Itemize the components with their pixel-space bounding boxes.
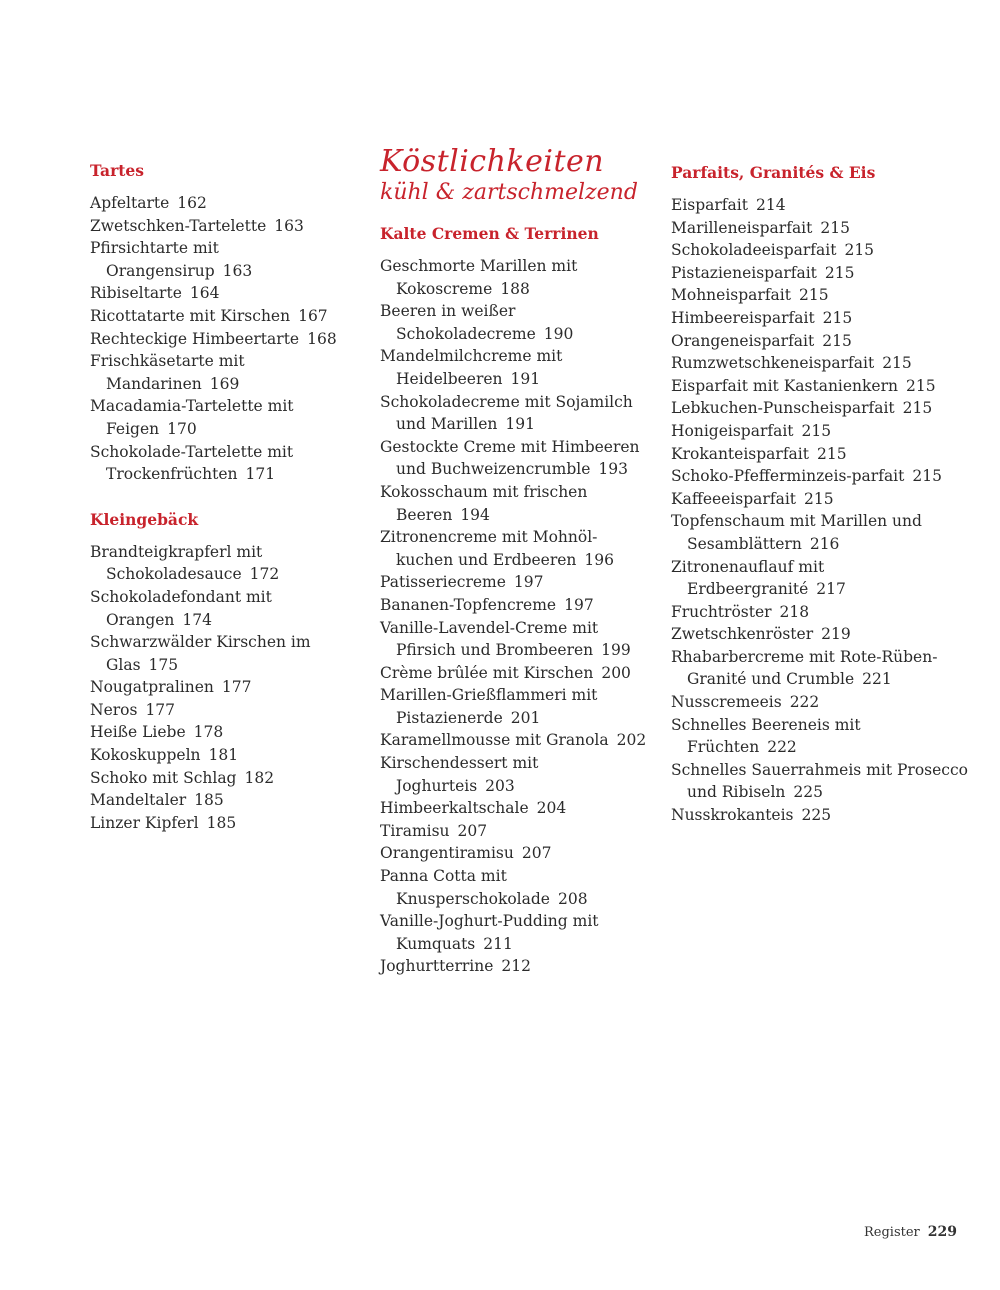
entry-title: Mohneisparfait [671,286,791,305]
index-entry [671,443,971,466]
index-entry [380,345,650,390]
entry-title: Schokoladecreme mit Sojamilch und Marillen [380,392,633,434]
entry-page-number: 188 [500,279,530,298]
entry-page-number: 163 [222,261,253,280]
entry-page-number: 215 [817,444,847,463]
entry-page-number: 194 [460,505,490,524]
index-entry [90,541,360,586]
entry-page-number: 215 [801,421,832,440]
entry-page-number: 196 [584,550,615,569]
entry-title: Schnelles Beereneis mit Früchten [671,715,861,757]
entry-page-number: 177 [145,700,176,719]
index-entry [671,510,971,555]
index-entry [380,594,650,617]
entry-title: Schnelles Sauerrahmeis mit Prosecco und Ribiseln [671,760,968,802]
entry-title: Kokoskuppeln [90,746,201,765]
section-heading: Parfaits, Granités & Eis [671,163,876,182]
entry-page-number: 167 [298,306,328,325]
index-entry [90,744,360,767]
entry-title: Schokoladefondant mit Orangen [90,587,272,629]
entry-page-number: 215 [902,399,933,418]
entry-title: Vanille-Joghurt-Pudding mit Kumquats [380,912,599,953]
entry-title: Patisseriecreme [380,573,506,592]
entry-page-number: 185 [194,791,224,810]
entry-page-number: 222 [789,693,820,712]
section-gap [90,486,360,509]
section-heading: Kalte Cremen & Terrinen [380,224,599,243]
entry-title: Rhabarbercreme mit Rote-Rüben-Granité und Crumble [671,647,938,689]
index-entry [90,395,360,440]
index-entry [380,436,650,481]
index-entry [90,237,360,282]
index-column-2 [380,145,650,978]
index-entry [90,789,360,812]
entry-page-number: 193 [598,460,628,479]
entry-page-number: 207 [457,821,488,840]
entry-title: Mandelmilchcreme mit Heidelbeeren [380,347,563,388]
index-entry [671,262,971,285]
entry-title: Krokanteisparfait [671,444,809,463]
entry-page-number: 164 [189,284,220,303]
entry-title: Orangentiramisu [380,844,514,863]
index-entry [671,330,971,353]
entry-title: Orangeneisparfait [671,331,815,350]
entry-page-number: 168 [307,329,337,348]
entry-title: Ribiseltarte [90,284,182,303]
entry-page-number: 215 [820,218,850,237]
index-entry [90,721,360,744]
index-entry [671,465,971,488]
entry-title: Nusskrokanteis [671,806,794,825]
footer-label: Register [864,1225,920,1240]
entry-page-number: 225 [793,783,823,802]
entry-title: Himbeereisparfait [671,308,815,327]
entry-page-number: 212 [501,957,531,976]
entry-page-number: 191 [510,369,541,388]
entry-title: Joghurtterrine [380,957,494,976]
entry-title: Crème brûlée mit Kirschen [380,663,594,682]
entry-page-number: 182 [244,768,275,787]
entry-title: Brandteigkrapferl mit Schokoladesauce [90,542,263,584]
entry-title: Mandeltaler [90,791,187,810]
entry-title: Neros [90,700,138,719]
entry-title: Schokoladeeisparfait [671,241,837,260]
entry-title: Kokosschaum mit frischen Beeren [380,482,588,524]
index-entry [380,752,650,797]
entry-page-number: 190 [543,324,574,343]
entry-page-number: 181 [208,746,239,765]
entry-page-number: 215 [882,354,912,373]
entry-page-number: 201 [510,708,541,727]
column-2-body [380,223,650,978]
entry-title: Schoko-Pfefferminzeis-parfait [671,467,905,486]
entry-page-number: 215 [844,241,875,260]
entry-title: Fruchtröster [671,602,772,621]
entry-title: Ricottatarte mit Kirschen [90,306,291,325]
entry-page-number: 171 [245,465,276,484]
index-entry [380,955,650,978]
entry-page-number: 207 [521,844,552,863]
index-entry [671,420,971,443]
entry-page-number: 216 [809,534,840,553]
entry-page-number: 174 [182,610,213,629]
entry-title: Topfenschaum mit Marillen und Sesamblättern [671,512,922,553]
entry-page-number: 178 [193,723,224,742]
page-number: 229 [927,1224,957,1240]
entry-title: Lebkuchen-Punscheisparfait [671,399,895,418]
index-entry [671,375,971,398]
index-entry [90,350,360,395]
chapter-title-line-2: kühl & zartschmelzend [380,180,638,205]
index-entry [380,526,650,571]
entry-page-number: 222 [767,738,797,757]
index-entry [671,691,971,714]
index-entry [671,556,971,601]
entry-page-number: 197 [564,595,594,614]
entry-page-number: 199 [601,641,631,660]
entry-title: Pistazieneisparfait [671,263,817,282]
entry-title: Schwarzwälder Kirschen im Glas [90,633,311,674]
index-entry [671,194,971,217]
entry-page-number: 172 [249,565,280,584]
entry-title: Eisparfait mit Kastanienkern [671,376,898,395]
index-column-1 [90,160,360,834]
section-heading: Tartes [90,161,145,180]
index-column-3 [671,162,971,827]
entry-title: Zwetschken-Tartelette [90,216,267,235]
entry-title: Gestockte Creme mit Himbeeren und Buchweizencrumble [380,437,640,479]
index-entry [671,352,971,375]
index-entry [671,239,971,262]
index-entry [380,300,650,345]
entry-title: Bananen-Topfencreme [380,595,557,614]
entry-page-number: 215 [799,286,829,305]
entry-page-number: 215 [912,467,942,486]
entry-title: Rumzwetschkeneisparfait [671,354,875,373]
entry-title: Himbeerkaltschale [380,799,529,818]
index-entry [90,676,360,699]
entry-page-number: 214 [755,196,786,214]
entry-page-number: 175 [148,655,179,674]
index-entry [380,481,650,526]
entry-page-number: 218 [779,602,810,621]
index-entry [380,820,650,843]
index-entry [671,397,971,420]
entry-title: Schokolade-Tartelette mit Trockenfrüchten [90,442,294,484]
entry-title: Kaffeeeisparfait [671,489,796,508]
index-entry [380,842,650,865]
entry-page-number: 219 [821,625,851,644]
index-entry [90,441,360,486]
index-entry [90,282,360,305]
entry-page-number: 185 [206,813,237,832]
entry-title: Tiramisu [380,821,450,840]
index-entry [380,729,650,752]
index-entry [380,910,650,955]
entry-page-number: 203 [485,776,515,795]
entry-page-number: 169 [209,374,240,393]
entry-page-number: 202 [616,731,647,750]
entry-title: Beeren in weißer Schokoladecreme [380,302,536,343]
entry-title: Vanille-Lavendel-Creme mit Pfirsich und Brombeeren [380,618,599,660]
index-entry [90,812,360,835]
entry-page-number: 170 [167,419,197,438]
entry-page-number: 215 [906,376,936,395]
entry-title: Geschmorte Marillen mit Kokoscreme [380,257,578,298]
entry-title: Linzer Kipferl [90,813,199,832]
entry-title: Heiße Liebe [90,723,186,742]
index-entry [671,488,971,511]
index-entry [380,617,650,662]
entry-title: Nusscremeeis [671,693,782,712]
index-entry [90,192,360,215]
index-entry [671,217,971,240]
entry-page-number: 177 [221,678,252,697]
index-entry [90,215,360,238]
entry-title: Pfirsichtarte mit Orangensirup [90,239,219,280]
index-entry [671,307,971,330]
index-entry [90,699,360,722]
entry-page-number: 197 [513,573,544,592]
index-entry [380,797,650,820]
chapter-title-line-1: Köstlichkeiten [380,144,605,179]
entry-page-number: 204 [536,799,567,818]
entry-title: Zwetschkenröster [671,625,814,644]
index-entry [671,623,971,646]
entry-page-number: 200 [601,663,631,682]
index-entry [671,804,971,827]
index-entry [380,255,650,300]
index-entry [380,662,650,685]
section-heading: Kleingebäck [90,509,199,529]
index-entry [90,631,360,676]
entry-title: Zitronencreme mit Mohnöl-kuchen und Erdbeeren [380,528,598,569]
entry-title: Rechteckige Himbeertarte [90,329,300,348]
entry-title: Panna Cotta mit Knusperschokolade [380,867,550,908]
entry-page-number: 215 [822,308,853,327]
index-entry [671,759,971,804]
entry-page-number: 162 [177,194,207,212]
entry-page-number: 208 [557,889,588,908]
index-entry [671,284,971,307]
entry-page-number: 215 [804,489,834,508]
entry-page-number: 217 [816,580,846,599]
entry-title: Marillen-Grießflammeri mit Pistazienerde [380,686,598,727]
entry-page-number: 215 [822,331,852,350]
entry-title: Eisparfait [671,196,748,214]
index-entry [671,714,971,759]
entry-title: Marilleneisparfait [671,218,813,237]
entry-title: Zitronenauflauf mit Erdbeergranité [671,557,825,599]
index-entry [90,305,360,328]
entry-title: Schoko mit Schlag [90,768,237,787]
entry-title: Macadamia-Tartelette mit Feigen [90,397,294,438]
index-entry [90,328,360,351]
entry-page-number: 163 [274,216,304,235]
entry-title: Nougatpralinen [90,678,214,697]
page-footer [864,1224,957,1240]
entry-title: Apfeltarte [90,194,170,212]
index-entry [671,601,971,624]
entry-title: Karamellmousse mit Granola [380,731,609,750]
entry-page-number: 221 [862,670,892,689]
entry-title: Frischkäsetarte mit Mandarinen [90,352,245,393]
entry-title: Kirschendessert mit Joghurteis [380,754,539,795]
index-entry [380,391,650,436]
entry-page-number: 191 [505,415,535,434]
index-entry [380,571,650,594]
index-entry [90,767,360,790]
index-entry [671,646,971,691]
entry-title: Honigeisparfait [671,421,794,440]
index-entry [380,684,650,729]
index-entry [380,865,650,910]
entry-page-number: 225 [801,806,832,825]
index-entry [90,586,360,631]
entry-page-number: 211 [483,934,513,953]
entry-page-number: 215 [824,263,855,282]
